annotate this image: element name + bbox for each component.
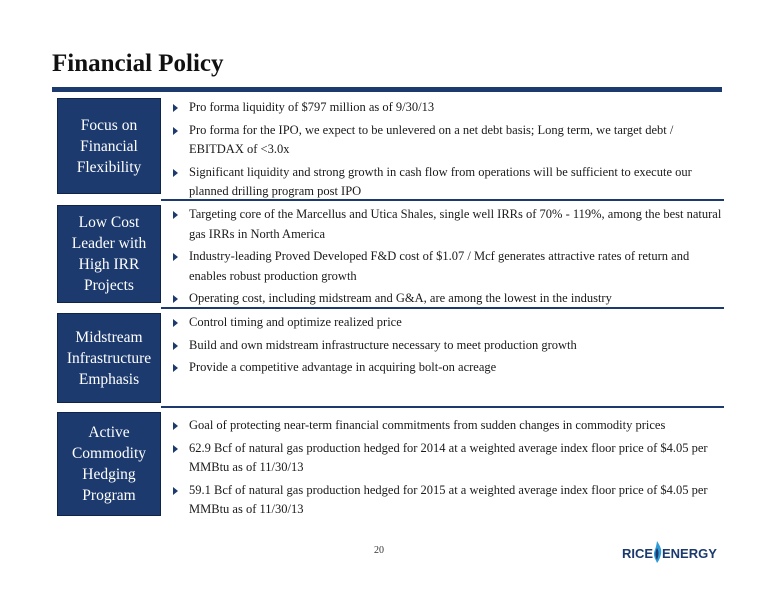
page-number: 20	[374, 545, 384, 556]
title-rule	[52, 87, 722, 92]
label-line: Low Cost	[78, 214, 140, 231]
logo-text-right: ENERGY	[662, 546, 717, 561]
bullet-item: Provide a competitive advantage in acquiring bolt-on acreage	[173, 358, 725, 378]
label-line: Leader with	[71, 235, 147, 252]
label-line: Projects	[84, 277, 134, 294]
label-line: Commodity	[71, 445, 147, 462]
section-divider	[161, 307, 724, 309]
bullet-item: Targeting core of the Marcellus and Utica Shales, single well IRRs of 70% - 119%, among the best natural gas IRRs in North America	[173, 205, 725, 244]
bullet-item: 62.9 Bcf of natural gas production hedged for 2014 at a weighted average index floor price of $4.05 per MMBtu as of 11/30/13	[173, 439, 725, 478]
logo-text-left: RICE	[622, 546, 654, 561]
bullet-arrow-icon	[173, 211, 178, 219]
bullet-list	[173, 313, 725, 381]
section-label	[57, 313, 161, 403]
section-divider	[161, 199, 724, 201]
bullet-arrow-icon	[173, 445, 178, 453]
bullet-item: Pro forma for the IPO, we expect to be unlevered on a net debt basis; Long term, we target debt / EBITDAX of <3.0x	[173, 121, 725, 160]
label-line: Infrastructure	[66, 349, 152, 367]
bullet-list	[173, 205, 725, 312]
label-line: High IRR	[78, 256, 140, 273]
bullet-item: Industry-leading Proved Developed F&D cost of $1.07 / Mcf generates attractive rates of return and enables robust production growth	[173, 247, 725, 286]
bullet-arrow-icon	[173, 295, 178, 303]
section-midstream	[57, 313, 725, 405]
bullet-arrow-icon	[173, 319, 178, 327]
label-line: Program	[82, 487, 136, 504]
section-label	[57, 98, 161, 194]
bullet-arrow-icon	[173, 104, 178, 112]
bullet-item: Significant liquidity and strong growth in cash flow from operations will be sufficient to execute our planned drilling program post IPO	[173, 163, 725, 202]
bullet-arrow-icon	[173, 127, 178, 135]
label-line: Active	[88, 424, 130, 441]
bullet-arrow-icon	[173, 487, 178, 495]
section-hedging	[57, 412, 725, 516]
bullet-arrow-icon	[173, 342, 178, 350]
section-financial-flexibility	[57, 98, 725, 198]
bullet-arrow-icon	[173, 169, 178, 177]
bullet-list	[173, 98, 725, 205]
label-line: Focus on	[80, 116, 138, 134]
label-line: Hedging	[82, 466, 136, 483]
rice-energy-logo	[622, 540, 732, 564]
bullet-item: Control timing and optimize realized price	[173, 313, 725, 333]
bullet-item: Build and own midstream infrastructure necessary to meet production growth	[173, 336, 725, 356]
bullet-list	[173, 416, 725, 523]
label-line: Flexibility	[76, 158, 142, 176]
section-label	[57, 205, 161, 303]
label-line: Emphasis	[78, 370, 140, 388]
bullet-arrow-icon	[173, 253, 178, 261]
label-line: Financial	[80, 137, 138, 155]
section-divider	[161, 406, 724, 408]
label-line: Midstream	[75, 328, 143, 346]
bullet-arrow-icon	[173, 364, 178, 372]
bullet-arrow-icon	[173, 422, 178, 430]
page-title: Financial Policy	[52, 50, 224, 77]
bullet-item: 59.1 Bcf of natural gas production hedged for 2015 at a weighted average index floor price of $4.05 per MMBtu as of 11/30/13	[173, 481, 725, 520]
bullet-item: Operating cost, including midstream and G&A, are among the lowest in the industry	[173, 289, 725, 309]
bullet-item: Pro forma liquidity of $797 million as of 9/30/13	[173, 98, 725, 118]
bullet-item: Goal of protecting near-term financial commitments from sudden changes in commodity prices	[173, 416, 725, 436]
section-label	[57, 412, 161, 516]
section-low-cost-leader	[57, 205, 725, 305]
